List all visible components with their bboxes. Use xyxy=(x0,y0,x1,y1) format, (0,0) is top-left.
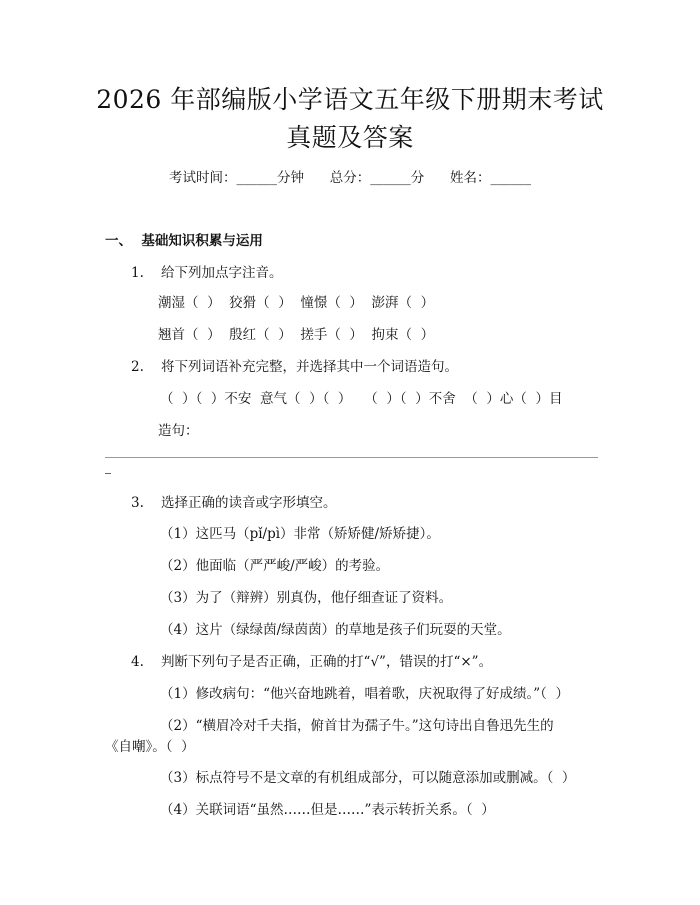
question-3-item-4: （4）这片（绿绿茵/绿茵茵）的草地是孩子们玩耍的天堂。 xyxy=(160,622,511,638)
answer-line-dash xyxy=(105,473,111,474)
answer-line xyxy=(105,457,598,458)
question-1-row-2: 翘首（ ） 殷红（ ） 搓手（ ） 拘束（ ） xyxy=(158,327,435,343)
question-3-item-2: （2）他面临（严严峻/严峻）的考验。 xyxy=(160,558,390,574)
exam-meta-info: 考试时间：______分钟 总分：______分 姓名：______ xyxy=(169,170,531,186)
question-2-prompt: 2. 将下列词语补充完整，并选择其中一个词语造句。 xyxy=(131,359,459,375)
section-heading: 一、 基础知识积累与运用 xyxy=(105,233,263,249)
question-4-item-2: （2）“横眉冷对千夫指，俯首甘为孺子牛。”这句诗出自鲁迅先生的 xyxy=(160,718,554,734)
question-2-idiom-row: （ ）（ ）不安 意气（ ）（ ） （ ）（ ）不舍 （ ）心（ ）目 xyxy=(160,391,563,407)
question-3-prompt: 3. 选择正确的读音或字形填空。 xyxy=(131,495,337,511)
question-3-item-1: （1）这匹马（pǐ/pì）非常（矫矫健/矫矫捷）。 xyxy=(160,526,440,542)
question-4-prompt: 4. 判断下列句子是否正确，正确的打“√”，错误的打“×”。 xyxy=(131,654,493,670)
question-3-item-3: （3）为了（辩辨）别真伪，他仔细查证了资料。 xyxy=(160,590,453,606)
question-1-prompt: 1. 给下列加点字注音。 xyxy=(131,265,283,281)
question-4-item-2-continued: 《自嘲》。（ ） xyxy=(105,739,195,755)
document-title-line-2: 真题及答案 xyxy=(286,123,414,152)
question-4-item-4: （4）关联词语“虽然……但是……”表示转折关系。（ ） xyxy=(160,802,495,818)
question-1-row-1: 潮湿（ ） 狡猾（ ） 憧憬（ ） 澎湃（ ） xyxy=(158,295,435,311)
question-4-item-1: （1）修改病句：“他兴奋地跳着，唱着歌，庆祝取得了好成绩。”（ ） xyxy=(160,686,569,702)
document-title-line-1: 2026 年部编版小学语文五年级下册期末考试 xyxy=(96,85,604,114)
question-2-sentence-label: 造句： xyxy=(158,423,199,439)
question-4-item-3: （3）标点符号不是文章的有机组成部分，可以随意添加或删减。（ ） xyxy=(160,770,576,786)
